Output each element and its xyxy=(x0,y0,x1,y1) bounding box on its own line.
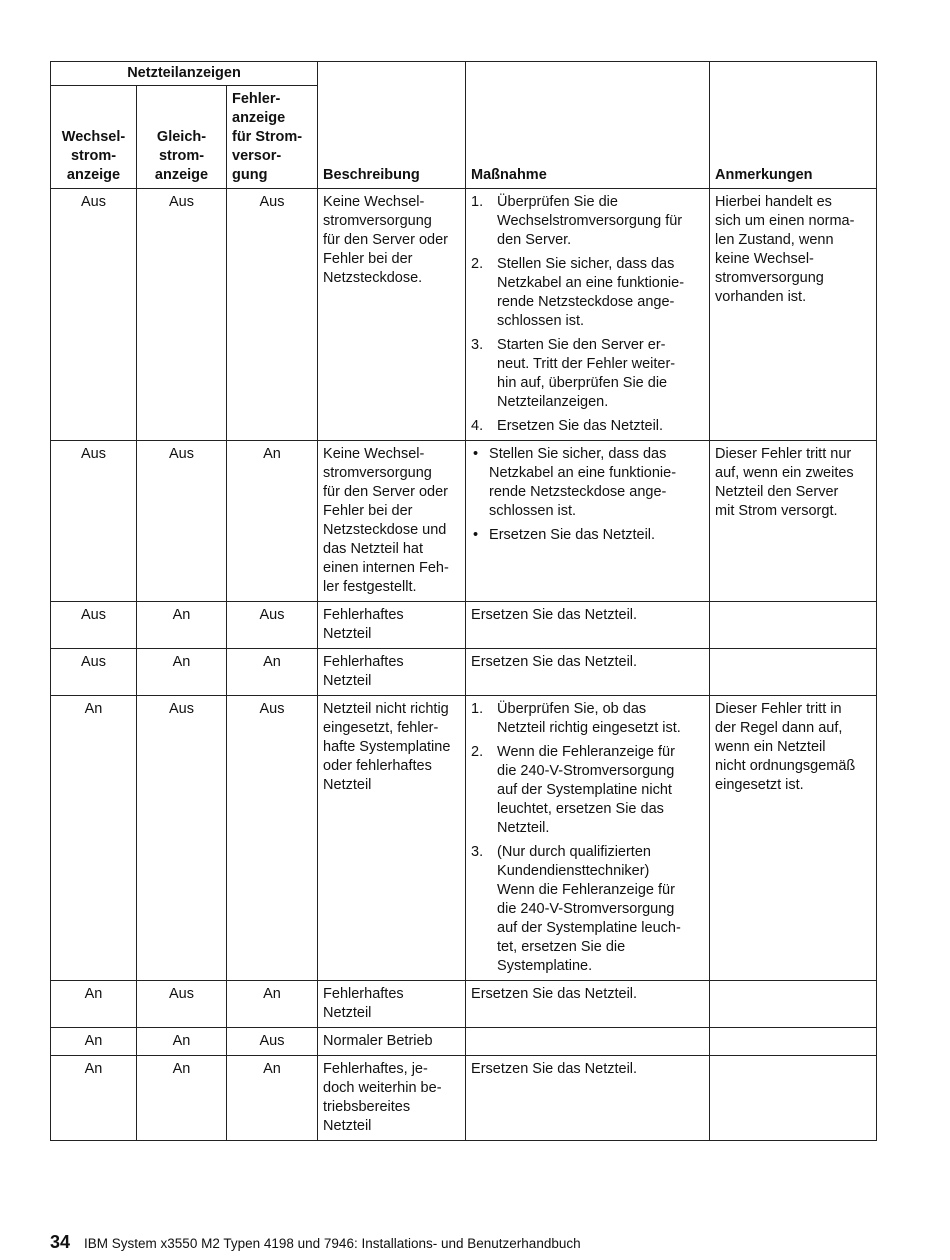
bullet-mark: • xyxy=(473,446,479,462)
notes-cell: Hierbei handelt es sich um einen norma- len Zustand, wenn keine Wechsel- stromversorgung vorhanden ist. xyxy=(710,189,877,441)
notes-cell xyxy=(710,981,877,1028)
notes-cell xyxy=(710,649,877,696)
action-cell: Ersetzen Sie das Netzteil. xyxy=(466,602,710,649)
action-cell xyxy=(466,1028,710,1056)
notes-cell xyxy=(710,1028,877,1056)
description-cell: Fehlerhaftes Netzteil xyxy=(318,981,466,1028)
step-text: Starten Sie den Server er- neut. Tritt der Fehler weiter- hin auf, überprüfen Sie die Netzteilanzeigen. xyxy=(497,337,676,410)
ac-led-state: An xyxy=(51,696,137,981)
table-row xyxy=(51,441,877,602)
step-number: 4. xyxy=(471,418,484,434)
action-step xyxy=(471,743,704,838)
table-row xyxy=(51,1028,877,1056)
action-step xyxy=(471,193,704,250)
description-cell: Keine Wechsel- stromversorgung für den Server oder Fehler bei der Netzsteckdose und das Netzteil hat einen internen Feh- ler festgestellt. xyxy=(318,441,466,602)
header-anmerkungen: Anmerkungen xyxy=(710,62,877,189)
step-text: Wenn die Fehleranzeige für die 240-V-Stromversorgung auf der Systemplatine nicht leuchtet, ersetzen Sie das Netzteil. xyxy=(497,744,675,836)
table-row xyxy=(51,981,877,1028)
ac-led-state: An xyxy=(51,1056,137,1141)
ac-led-state: Aus xyxy=(51,602,137,649)
dc-led-state: Aus xyxy=(137,441,227,602)
table-header xyxy=(51,62,877,189)
page-footer xyxy=(50,1232,581,1254)
ac-led-state: An xyxy=(51,1028,137,1056)
page-number: 34 xyxy=(50,1232,71,1252)
header-error-led: Fehler- anzeige für Strom- versor- gung xyxy=(227,86,318,189)
error-led-state: Aus xyxy=(227,696,318,981)
step-number: 1. xyxy=(471,701,484,717)
table-row xyxy=(51,649,877,696)
action-cell: Ersetzen Sie das Netzteil. xyxy=(466,981,710,1028)
step-text: Überprüfen Sie, ob das Netzteil richtig eingesetzt ist. xyxy=(497,701,681,736)
notes-cell: Dieser Fehler tritt in der Regel dann auf, wenn ein Netzteil nicht ordnungsgemäß eingesetzt ist. xyxy=(710,696,877,981)
ac-led-state: Aus xyxy=(51,189,137,441)
action-steps xyxy=(471,193,704,436)
header-beschreibung: Beschreibung xyxy=(318,62,466,189)
notes-cell: Dieser Fehler tritt nur auf, wenn ein zweites Netzteil den Server mit Strom versorgt. xyxy=(710,441,877,602)
notes-cell xyxy=(710,1056,877,1141)
header-dc-led: Gleich- strom- anzeige xyxy=(137,86,227,189)
description-cell: Keine Wechsel- stromversorgung für den Server oder Fehler bei der Netzsteckdose. xyxy=(318,189,466,441)
description-cell: Fehlerhaftes Netzteil xyxy=(318,602,466,649)
dc-led-state: Aus xyxy=(137,696,227,981)
table-row xyxy=(51,189,877,441)
description-cell: Fehlerhaftes Netzteil xyxy=(318,649,466,696)
bullet-text: Stellen Sie sicher, dass das Netzkabel an eine funktionie- rende Netzsteckdose ange- schlossen ist. xyxy=(489,446,677,519)
dc-led-state: Aus xyxy=(137,189,227,441)
action-cell: Ersetzen Sie das Netzteil. xyxy=(466,1056,710,1141)
step-number: 3. xyxy=(471,844,484,860)
dc-led-state: An xyxy=(137,1028,227,1056)
error-led-state: Aus xyxy=(227,189,318,441)
table-row xyxy=(51,1056,877,1141)
error-led-state: Aus xyxy=(227,1028,318,1056)
group-header-netzteilanzeigen: Netzteilanzeigen xyxy=(51,62,318,86)
action-cell xyxy=(466,441,710,602)
description-cell: Normaler Betrieb xyxy=(318,1028,466,1056)
error-led-state: An xyxy=(227,441,318,602)
power-supply-led-table xyxy=(50,61,877,1141)
description-cell: Fehlerhaftes, je- doch weiterhin be- triebsbereites Netzteil xyxy=(318,1056,466,1141)
action-bullets xyxy=(471,445,704,545)
ac-led-state: Aus xyxy=(51,649,137,696)
step-text: Überprüfen Sie die Wechselstromversorgung für den Server. xyxy=(497,194,683,248)
action-step xyxy=(471,336,704,412)
error-led-state: An xyxy=(227,981,318,1028)
dc-led-state: An xyxy=(137,602,227,649)
action-bullet xyxy=(471,526,704,545)
header-ac-led: Wechsel- strom- anzeige xyxy=(51,86,137,189)
action-cell xyxy=(466,696,710,981)
header-massnahme: Maßnahme xyxy=(466,62,710,189)
step-text: Stellen Sie sicher, dass das Netzkabel an eine funktionie- rende Netzsteckdose ange- schlossen ist. xyxy=(497,256,685,329)
description-cell: Netzteil nicht richtig eingesetzt, fehler- hafte Systemplatine oder fehlerhaftes Netzteil xyxy=(318,696,466,981)
dc-led-state: An xyxy=(137,649,227,696)
action-cell xyxy=(466,189,710,441)
error-led-state: Aus xyxy=(227,602,318,649)
step-number: 2. xyxy=(471,256,484,272)
error-led-state: An xyxy=(227,1056,318,1141)
table-body xyxy=(51,189,877,1141)
step-number: 1. xyxy=(471,194,484,210)
action-step xyxy=(471,255,704,331)
action-step xyxy=(471,843,704,976)
action-cell: Ersetzen Sie das Netzteil. xyxy=(466,649,710,696)
footer-title: IBM System x3550 M2 Typen 4198 und 7946: Installations- und Benutzerhandbuch xyxy=(84,1236,581,1251)
action-step xyxy=(471,700,704,738)
ac-led-state: An xyxy=(51,981,137,1028)
action-steps xyxy=(471,700,704,976)
step-text: Ersetzen Sie das Netzteil. xyxy=(497,418,664,434)
ac-led-state: Aus xyxy=(51,441,137,602)
step-number: 2. xyxy=(471,744,484,760)
bullet-text: Ersetzen Sie das Netzteil. xyxy=(489,527,656,543)
dc-led-state: An xyxy=(137,1056,227,1141)
step-text: (Nur durch qualifizierten Kundendiensttechniker) Wenn die Fehleranzeige für die 240-V-Stromversorgung auf der Systemplatine leuch- tet, ersetzen Sie die Systemplatine. xyxy=(497,844,681,974)
action-bullet xyxy=(471,445,704,521)
notes-cell xyxy=(710,602,877,649)
action-step xyxy=(471,417,704,436)
error-led-state: An xyxy=(227,649,318,696)
bullet-mark: • xyxy=(473,527,479,543)
table-row xyxy=(51,602,877,649)
dc-led-state: Aus xyxy=(137,981,227,1028)
table-row xyxy=(51,696,877,981)
step-number: 3. xyxy=(471,337,484,353)
